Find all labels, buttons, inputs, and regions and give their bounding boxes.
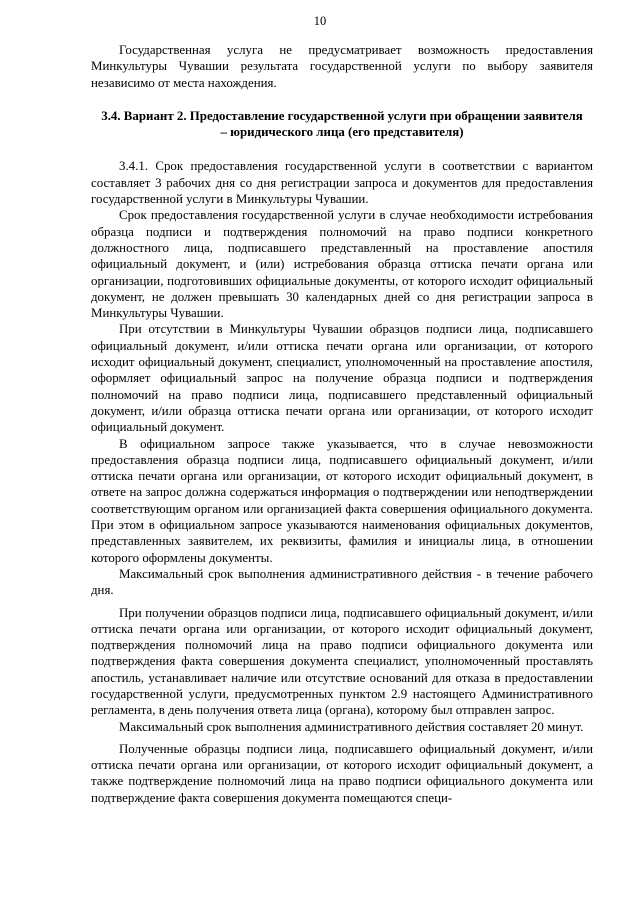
page-content xyxy=(91,42,593,806)
page-number: 10 xyxy=(313,14,327,28)
body-paragraph: При получении образцов подписи лица, подписавшего официальный документ, и/или оттиска печати органа или организации, от которого исходит официальный документ, подтверждения полномочий лица на право подписи официального документа или подтверждения факта совершения документа специалист, уполномоченный проставлять апостиль, устанавливает наличие или отсутствие оснований для отказа в предоставлении государственной услуги, предусмотренных пунктом 2.9 настоящего Административного регламента, в день получения ответа лица (органа), которому был отправлен запрос. xyxy=(91,605,593,718)
body-paragraph: Максимальный срок выполнения административного действия составляет 20 минут. xyxy=(119,719,584,734)
body-paragraph: Максимальный срок выполнения административного действия - в течение рабочего дня. xyxy=(91,566,593,598)
body-paragraph: При отсутствии в Минкультуры Чувашии образцов подписи лица, подписавшего официальный документ, и/или оттиска печати органа или организации, от которого исходит официальный документ, специалист, уполномоченный на проставление апостиля, оформляет официальный запрос на получение образца подписи и подтверждения полномочий на право подписи лица, подписавшего представленный официальный документ, и/или образца оттиска печати органа или организации, от которого исходит официальный документ. xyxy=(91,322,593,435)
body-paragraph: В официальном запросе также указывается, что в случае невозможности предоставления образца подписи лица, подписавшего официальный документ, и/или оттиска печати органа или организации, от которого исходит официальный документ, в ответе на запрос должна содержаться информация о подтверждении или неподтверждении соответствующим органом или организацией факта совершения официального документа. При этом в официальном запросе указываются наименования официальных документов, представленных заявителем, их реквизиты, фамилия и инициалы лица, в отношении которого оформлены документы. xyxy=(91,436,593,565)
section-heading: 3.4. Вариант 2. Предоставление государственной услуги при обращении заявителя – юридического лица (его представителя) xyxy=(101,108,583,140)
intro-paragraph: Государственная услуга не предусматривает возможность предоставления Минкультуры Чувашии результата государственной услуги по выбору заявителя независимо от места нахождения. xyxy=(91,43,593,90)
body-paragraph: Срок предоставления государственной услуги в случае необходимости истребования образца подписи и подтверждения полномочий на право подписи конкретного должностного лица, подписавшего представленный на проставление апостиля официальный документ, и (или) истребования образца оттиска печати органа или организации, подготовивших официальные документы, от которого исходит официальный документ, не должен превышать 30 календарных дней со дня регистрации запроса в Минкультуры Чувашии. xyxy=(91,208,593,321)
body-paragraph: 3.4.1. Срок предоставления государственной услуги в соответствии с вариантом составляет 3 рабочих дня со дня регистрации запроса и документов для предоставления государственной услуги в Минкультуры Чувашии. xyxy=(91,159,593,207)
body-paragraph: Полученные образцы подписи лица, подписавшего официальный документ, и/или оттиска печати органа или организации, от которого исходит официальный документ, а также подтверждение полномочий лица на право подписи официального документа или подтверждение факта совершения документа помещаются специ- xyxy=(91,741,593,805)
